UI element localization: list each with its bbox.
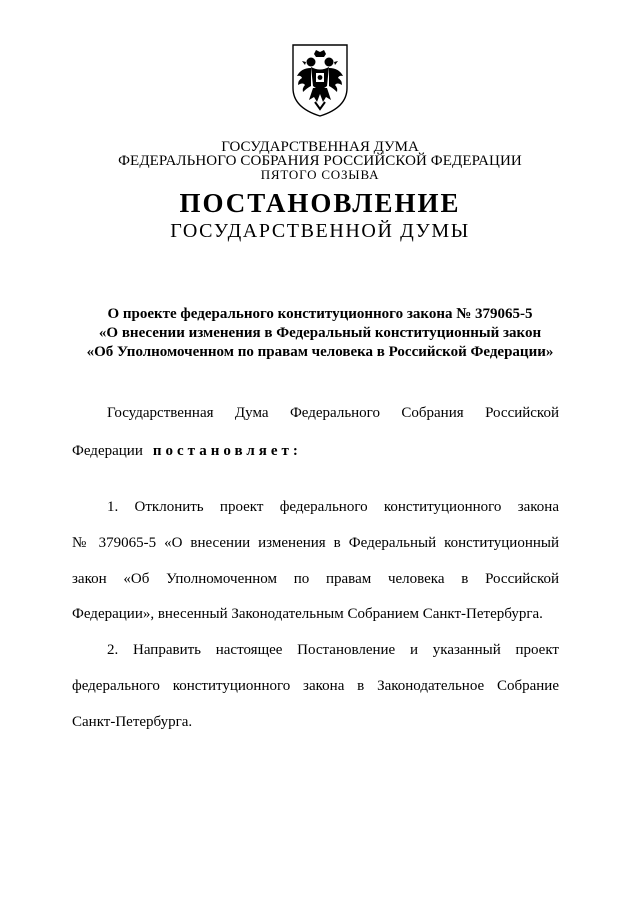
convocation: ПЯТОГО СОЗЫВА	[260, 167, 380, 182]
item2-line-2: федерального конституционного закона в Законодательное Собрание	[72, 678, 559, 694]
item2-line-3: Санкт-Петербурга.	[72, 714, 193, 730]
item1-line-2: № 379065-5 «О внесении изменения в Федеральный конституционный	[72, 535, 559, 551]
document-subtitle: ГОСУДАРСТВЕННОЙ ДУМЫ	[170, 220, 470, 242]
preamble-line-2	[72, 441, 559, 461]
item1-line-1: 1. Отклонить проект федерального конституционного закона	[107, 499, 559, 515]
double-headed-eagle-icon	[289, 42, 351, 118]
preamble-line-2-start: Федерации	[72, 443, 143, 459]
subject-line-3: «Об Уполномоченном по правам человека в Российской Федерации»	[86, 344, 554, 360]
preamble-line-1: Государственная Дума Федерального Собрания Российской	[107, 405, 559, 421]
item1-line-3: закон «Об Уполномоченном по правам человека в Российской	[72, 571, 559, 587]
item2-line-1: 2. Направить настоящее Постановление и указанный проект	[107, 642, 559, 658]
document-title: ПОСТАНОВЛЕНИЕ	[179, 188, 461, 218]
federal-assembly-name: ФЕДЕРАЛЬНОГО СОБРАНИЯ РОССИЙСКОЙ ФЕДЕРАЦИИ	[118, 153, 522, 169]
subject-line-1: О проекте федерального конституционного закона № 379065-5	[107, 306, 533, 322]
duma-name: ГОСУДАРСТВЕННАЯ ДУМА	[221, 139, 419, 155]
subject-line-2: «О внесении изменения в Федеральный конституционный закон	[98, 325, 542, 341]
coat-of-arms-emblem	[289, 42, 351, 118]
item1-line-4: Федерации», внесенный Законодательным Собранием Санкт-Петербурга.	[72, 606, 543, 622]
resolves-verb: постановляет:	[152, 443, 302, 459]
